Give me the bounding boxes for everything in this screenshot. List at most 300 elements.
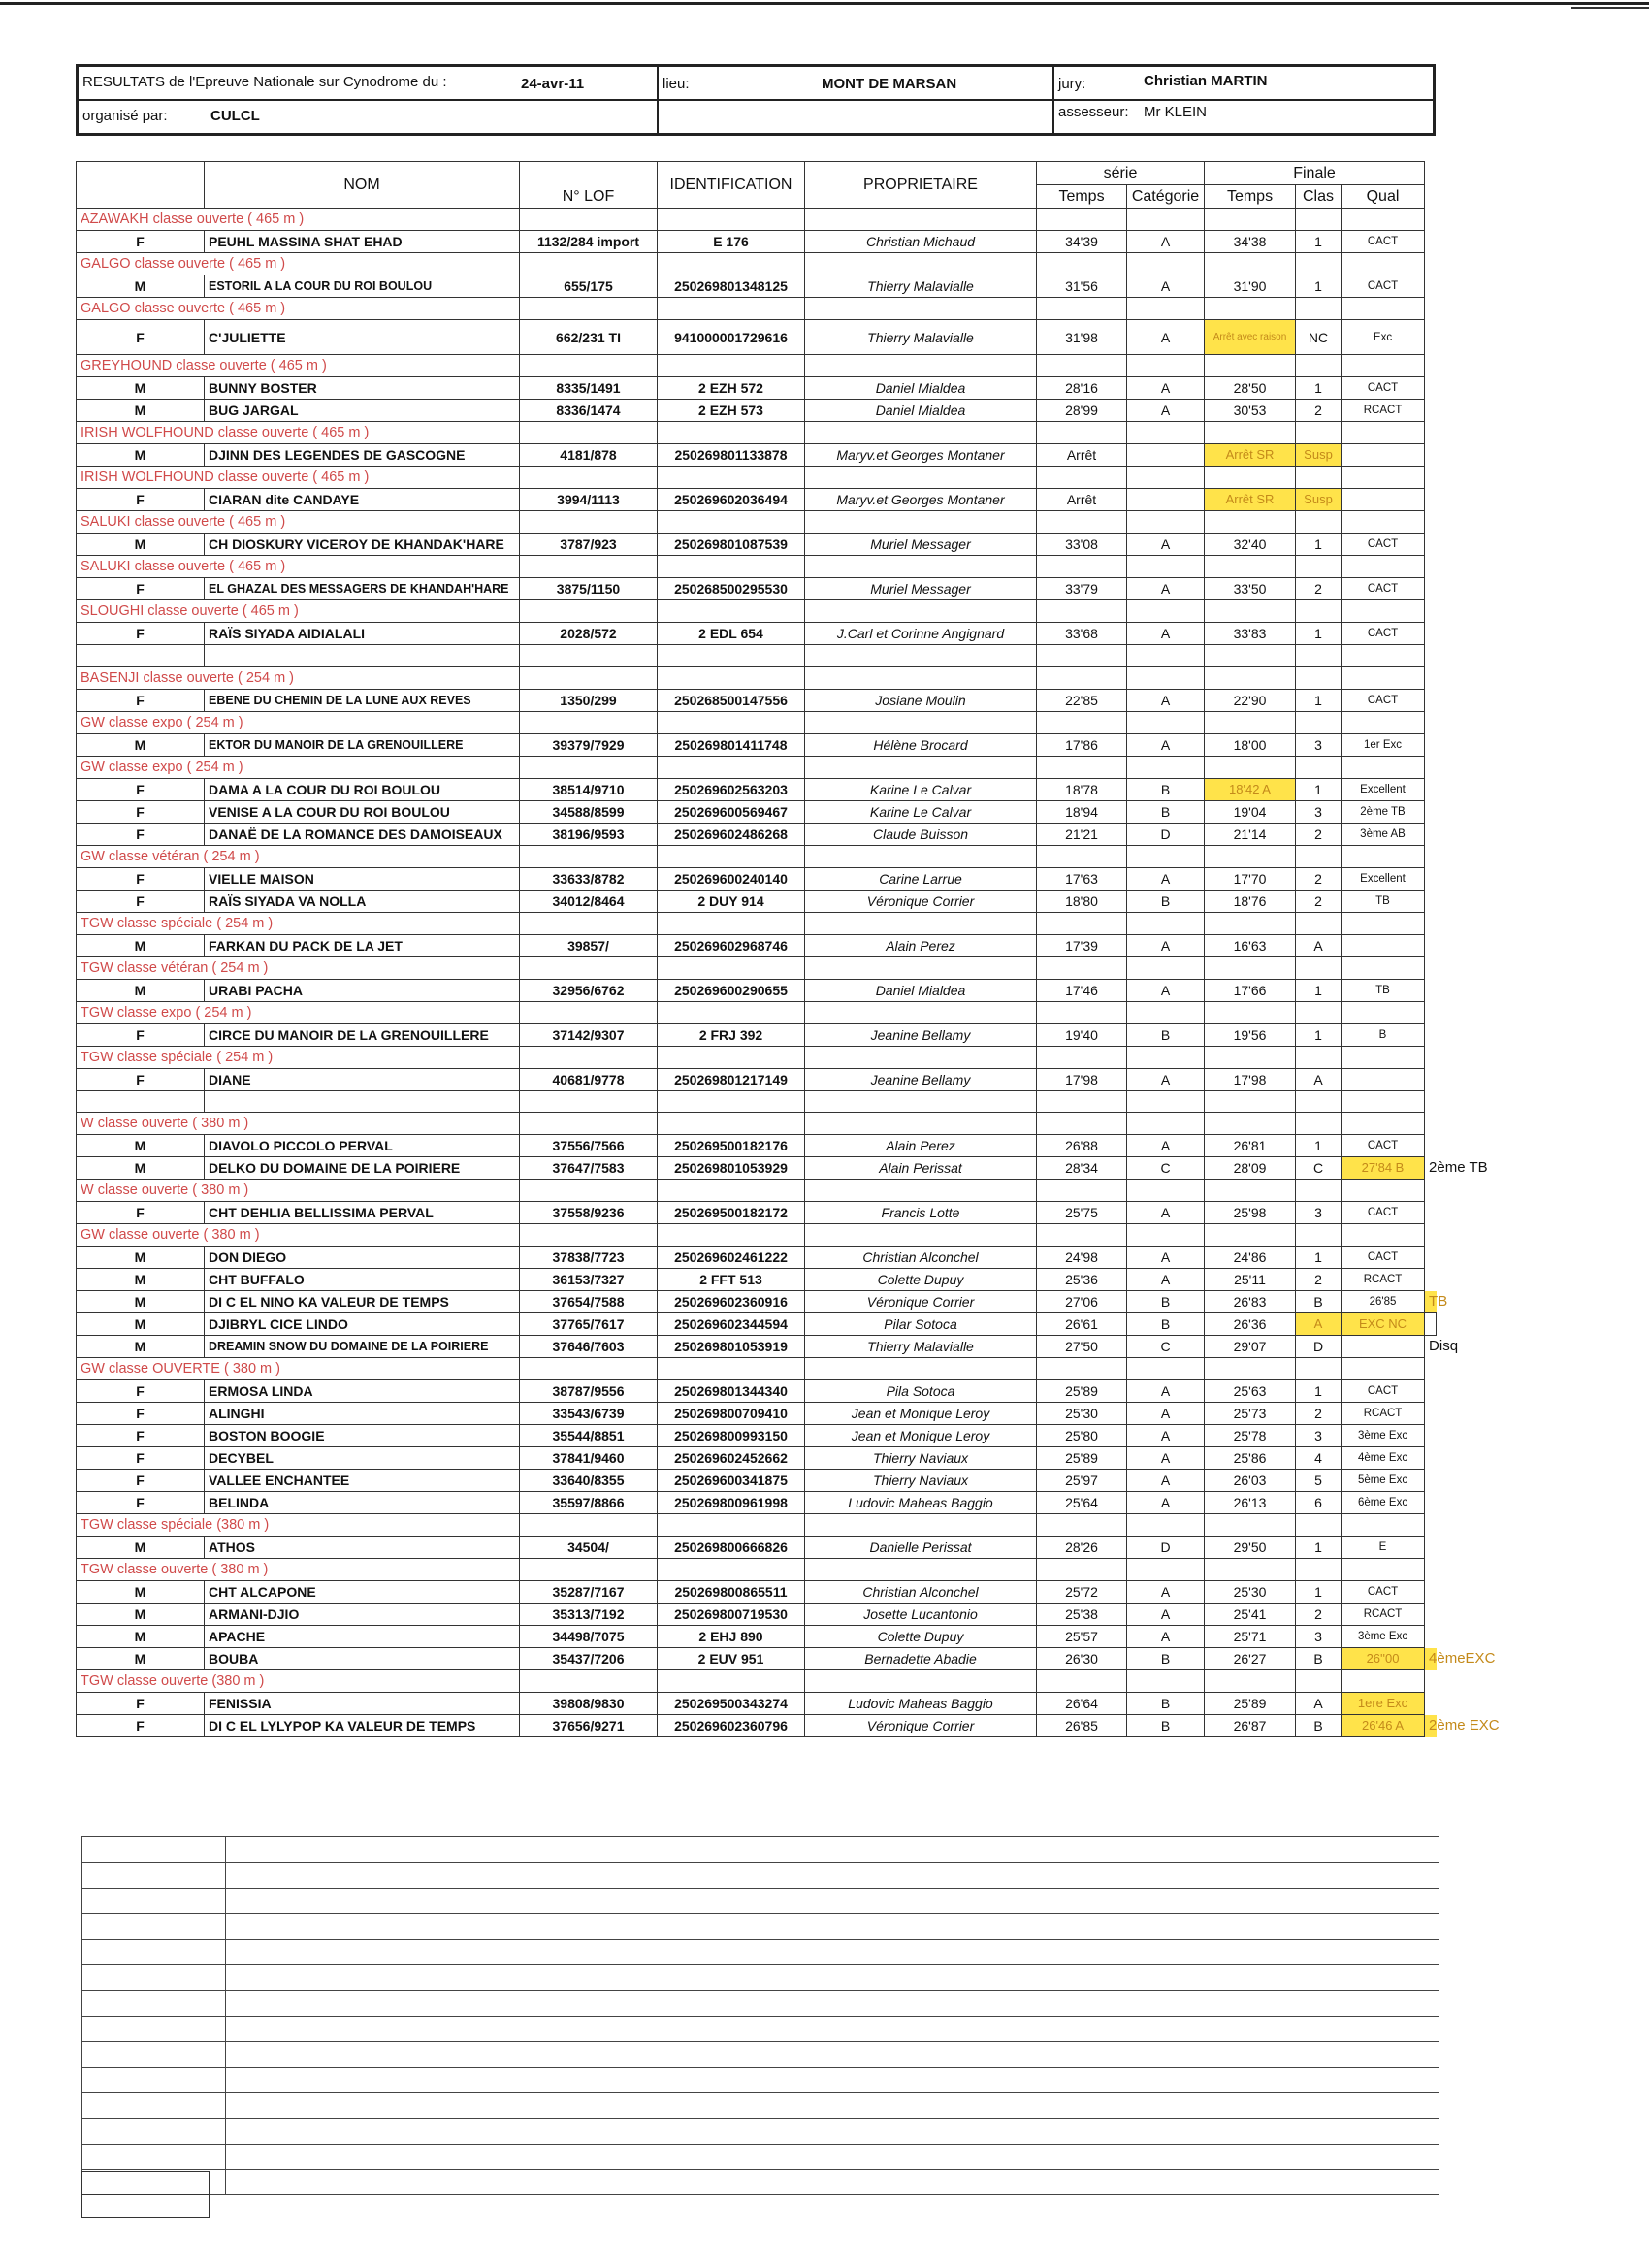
temps-serie-cell: 25'89: [1037, 1447, 1127, 1470]
proprietaire-cell: Daniel Mialdea: [805, 979, 1037, 1001]
identification-cell: 250269801133878: [658, 444, 805, 467]
temps-serie-cell: 25'30: [1037, 1403, 1127, 1425]
table-row: [77, 1023, 1437, 1046]
temps-finale-cell: 25'78: [1205, 1425, 1296, 1447]
empty-cell: [805, 355, 1037, 377]
empty-cell: [1127, 1046, 1205, 1068]
temps-serie-cell: 25'80: [1037, 1425, 1127, 1447]
temps-finale-cell: 22'90: [1205, 689, 1296, 711]
clas-cell: A: [1296, 1693, 1342, 1715]
sex-cell: F: [77, 800, 205, 823]
temps-serie-cell: 33'79: [1037, 578, 1127, 600]
nom-cell: C'JULIETTE: [205, 320, 520, 355]
empty-cell: [520, 1514, 658, 1537]
lof-cell: 33543/6739: [520, 1403, 658, 1425]
empty-cell: [82, 1964, 226, 1990]
categorie-cell: D: [1127, 1537, 1205, 1559]
temps-finale-cell: 25'98: [1205, 1202, 1296, 1224]
lof-cell: 39379/7929: [520, 733, 658, 756]
nom-cell: FARKAN DU PACK DE LA JET: [205, 934, 520, 956]
categorie-cell: A: [1127, 1492, 1205, 1514]
proprietaire-cell: J.Carl et Corinne Angignard: [805, 623, 1037, 645]
identification-cell: 250269800719530: [658, 1604, 805, 1626]
sex-cell: M: [77, 1157, 205, 1180]
temps-serie-cell: 28'34: [1037, 1157, 1127, 1180]
empty-cell: [226, 1914, 1439, 1939]
temps-finale-cell: 26'87: [1205, 1715, 1296, 1737]
identification-cell: 250269800709410: [658, 1403, 805, 1425]
categorie-cell: A: [1127, 400, 1205, 422]
extra-note-cell: [1425, 1626, 1437, 1648]
nom-cell: DI C EL NINO KA VALEUR DE TEMPS: [205, 1291, 520, 1313]
sex-cell: M: [77, 1313, 205, 1336]
nom-cell: EKTOR DU MANOIR DE LA GRENOUILLERE: [205, 733, 520, 756]
empty-cell: [226, 1888, 1439, 1913]
qual-cell: 27'84 B: [1342, 1157, 1425, 1180]
temps-finale-cell: 25'71: [1205, 1626, 1296, 1648]
empty-cell: [1127, 956, 1205, 979]
lof-cell: 39808/9830: [520, 1693, 658, 1715]
temps-finale-cell: 26'27: [1205, 1648, 1296, 1670]
proprietaire-cell: Muriel Messager: [805, 534, 1037, 556]
empty-cell: [1296, 600, 1342, 623]
empty-cell: [1342, 1224, 1425, 1247]
temps-serie-cell: Arrêt: [1037, 489, 1127, 511]
empty-cell: [658, 467, 805, 489]
empty-row: [82, 1888, 1439, 1913]
section-row: [77, 1358, 1437, 1380]
table-row: [77, 800, 1437, 823]
temps-finale-cell: Arrêt SR: [1205, 444, 1296, 467]
extra-note-cell: [1425, 1470, 1437, 1492]
empty-cell: [805, 422, 1037, 444]
empty-cell: [82, 2119, 226, 2144]
clas-cell: 1: [1296, 534, 1342, 556]
table-row: [77, 1403, 1437, 1425]
identification-cell: 2 EUV 951: [658, 1648, 805, 1670]
empty-cell: [1205, 600, 1296, 623]
temps-finale-cell: 25'73: [1205, 1403, 1296, 1425]
empty-cell: [805, 1001, 1037, 1023]
empty-cell: [82, 2016, 226, 2041]
categorie-cell: A: [1127, 1425, 1205, 1447]
table-row: [77, 1537, 1437, 1559]
qual-cell: [1342, 444, 1425, 467]
proprietaire-cell: Véronique Corrier: [805, 1715, 1037, 1737]
empty-cell: [205, 645, 520, 667]
categorie-cell: [1127, 489, 1205, 511]
margin-cell: [1425, 209, 1437, 231]
empty-cell: [82, 1939, 226, 1964]
temps-finale-cell: 17'66: [1205, 979, 1296, 1001]
temps-finale-cell: 32'40: [1205, 534, 1296, 556]
empty-row: [82, 2016, 1439, 2041]
categorie-cell: A: [1127, 979, 1205, 1001]
qual-cell: CACT: [1342, 578, 1425, 600]
identification-cell: 250269500182176: [658, 1135, 805, 1157]
table-row: [77, 778, 1437, 800]
categorie-cell: A: [1127, 623, 1205, 645]
sex-cell: F: [77, 1425, 205, 1447]
clas-cell: 1: [1296, 1023, 1342, 1046]
extra-note-cell: [1425, 1425, 1437, 1447]
proprietaire-cell: Francis Lotte: [805, 1202, 1037, 1224]
nom-cell: DJINN DES LEGENDES DE GASCOGNE: [205, 444, 520, 467]
extra-note-cell: [1425, 1313, 1437, 1336]
categorie-cell: A: [1127, 1626, 1205, 1648]
categorie-cell: B: [1127, 1693, 1205, 1715]
section-label: W classe ouverte ( 380 m ): [77, 1113, 520, 1135]
temps-serie-cell: 34'39: [1037, 231, 1127, 253]
lof-cell: 37558/9236: [520, 1202, 658, 1224]
categorie-cell: A: [1127, 377, 1205, 400]
margin-cell: [1425, 162, 1437, 185]
qual-cell: RCACT: [1342, 400, 1425, 422]
empty-cell: [226, 2092, 1439, 2118]
identification-cell: 250269602968746: [658, 934, 805, 956]
extra-note-cell: [1425, 444, 1437, 467]
nom-cell: CHT ALCAPONE: [205, 1581, 520, 1604]
nom-cell: BUG JARGAL: [205, 400, 520, 422]
margin-cell: [1425, 1559, 1437, 1581]
empty-cell: [520, 556, 658, 578]
clas-cell: 1: [1296, 1581, 1342, 1604]
margin-cell: [1425, 600, 1437, 623]
temps-serie-cell: 26'88: [1037, 1135, 1127, 1157]
empty-cell: [658, 1046, 805, 1068]
nom-cell: EL GHAZAL DES MESSAGERS DE KHANDAH'HARE: [205, 578, 520, 600]
categorie-cell: B: [1127, 1023, 1205, 1046]
empty-cell: [520, 1358, 658, 1380]
identification-cell: 250269801053919: [658, 1336, 805, 1358]
categorie-cell: A: [1127, 1135, 1205, 1157]
table-row: [77, 1715, 1437, 1737]
empty-cell: [658, 956, 805, 979]
empty-cell: [1296, 1001, 1342, 1023]
extra-note-cell: TB: [1425, 1291, 1437, 1313]
identification-cell: 250269801344340: [658, 1380, 805, 1403]
empty-cell: [1296, 756, 1342, 778]
empty-cell: [805, 956, 1037, 979]
empty-cell: [520, 645, 658, 667]
proprietaire-cell: Maryv.et Georges Montaner: [805, 489, 1037, 511]
table-row: [77, 231, 1437, 253]
col-proprietaire: PROPRIETAIRE: [805, 162, 1037, 209]
nom-cell: APACHE: [205, 1626, 520, 1648]
section-row: [77, 556, 1437, 578]
table-row: [77, 1425, 1437, 1447]
empty-cell: [520, 1224, 658, 1247]
assesseur-label: assesseur:: [1058, 104, 1129, 120]
empty-cell: [1205, 1559, 1296, 1581]
empty-cell: [1342, 1358, 1425, 1380]
empty-row: [82, 1939, 1439, 1964]
temps-finale-cell: 17'98: [1205, 1068, 1296, 1090]
empty-cell: [1037, 298, 1127, 320]
section-label: GW classe OUVERTE ( 380 m ): [77, 1358, 520, 1380]
empty-cell: [520, 253, 658, 275]
section-label: TGW classe spéciale ( 254 m ): [77, 912, 520, 934]
temps-finale-cell: 25'11: [1205, 1269, 1296, 1291]
temps-serie-cell: 22'85: [1037, 689, 1127, 711]
temps-serie-cell: 26'30: [1037, 1648, 1127, 1670]
margin-cell: [1425, 253, 1437, 275]
identification-cell: 2 EZH 572: [658, 377, 805, 400]
temps-finale-cell: 21'14: [1205, 823, 1296, 845]
empty-cell: [1037, 1514, 1127, 1537]
temps-finale-cell: 26'81: [1205, 1135, 1296, 1157]
empty-cell: [520, 756, 658, 778]
temps-serie-cell: Arrêt: [1037, 444, 1127, 467]
proprietaire-cell: Thierry Naviaux: [805, 1447, 1037, 1470]
categorie-cell: B: [1127, 890, 1205, 912]
identification-cell: 250269602344594: [658, 1313, 805, 1336]
table-row: [77, 890, 1437, 912]
empty-cell: [520, 666, 658, 689]
sex-cell: M: [77, 275, 205, 298]
temps-serie-cell: 26'64: [1037, 1693, 1127, 1715]
sex-cell: F: [77, 231, 205, 253]
empty-cell: [1037, 711, 1127, 733]
empty-cell: [1205, 1224, 1296, 1247]
temps-finale-cell: 28'50: [1205, 377, 1296, 400]
extra-note-cell: [1425, 934, 1437, 956]
empty-cell: [1342, 711, 1425, 733]
identification-cell: 250269602486268: [658, 823, 805, 845]
extra-note-cell: Disq: [1429, 1338, 1459, 1355]
empty-cell: [658, 1090, 805, 1113]
identification-cell: 2 EZH 573: [658, 400, 805, 422]
section-row: [77, 209, 1437, 231]
categorie-cell: D: [1127, 823, 1205, 845]
nom-cell: DI C EL LYLYPOP KA VALEUR DE TEMPS: [205, 1715, 520, 1737]
extra-note-cell: [1425, 534, 1437, 556]
empty-cell: [1037, 556, 1127, 578]
empty-cell: [1296, 666, 1342, 689]
extra-note-cell: [1425, 320, 1437, 355]
temps-serie-cell: 24'98: [1037, 1247, 1127, 1269]
categorie-cell: [1127, 444, 1205, 467]
empty-cell: [1037, 756, 1127, 778]
empty-cell: [1296, 1559, 1342, 1581]
clas-cell: 2: [1296, 890, 1342, 912]
temps-finale-cell: 17'70: [1205, 867, 1296, 890]
col-temps-serie: Temps: [1037, 185, 1127, 209]
empty-cell: [1037, 1358, 1127, 1380]
empty-cell: [1127, 1670, 1205, 1693]
empty-cell: [805, 912, 1037, 934]
empty-cell: [82, 1837, 226, 1863]
empty-cell: [82, 2144, 226, 2169]
qual-cell: CACT: [1342, 689, 1425, 711]
empty-cell: [805, 209, 1037, 231]
table-row: [77, 534, 1437, 556]
empty-cell: [1296, 1358, 1342, 1380]
identification-cell: 250269801053929: [658, 1157, 805, 1180]
sex-cell: F: [77, 1447, 205, 1470]
categorie-cell: A: [1127, 231, 1205, 253]
identification-cell: 250269600290655: [658, 979, 805, 1001]
table-row: [77, 400, 1437, 422]
extra-note-cell: [1425, 377, 1437, 400]
empty-cell: [1127, 422, 1205, 444]
identification-cell: 250269600341875: [658, 1470, 805, 1492]
section-row: [77, 1224, 1437, 1247]
temps-serie-cell: 18'80: [1037, 890, 1127, 912]
categorie-cell: A: [1127, 1247, 1205, 1269]
empty-cell: [1296, 1180, 1342, 1202]
empty-cell: [805, 467, 1037, 489]
empty-cell: [1342, 422, 1425, 444]
lof-cell: 37838/7723: [520, 1247, 658, 1269]
extra-note-cell: [1425, 1135, 1437, 1157]
empty-cell: [1037, 956, 1127, 979]
empty-cell: [658, 556, 805, 578]
empty-cell: [1127, 253, 1205, 275]
table-row: [77, 1313, 1437, 1336]
lof-cell: 1132/284 import: [520, 231, 658, 253]
empty-cell: [1342, 756, 1425, 778]
sex-cell: F: [77, 1202, 205, 1224]
empty-cell: [1205, 209, 1296, 231]
empty-cell: [1296, 845, 1342, 867]
clas-cell: 1: [1296, 1135, 1342, 1157]
empty-cell: [205, 1090, 520, 1113]
section-label: SALUKI classe ouverte ( 465 m ): [77, 511, 520, 534]
empty-cell: [1127, 845, 1205, 867]
table-row: [77, 823, 1437, 845]
temps-serie-cell: 19'40: [1037, 1023, 1127, 1046]
identification-cell: 250269602452662: [658, 1447, 805, 1470]
empty-cell: [1037, 1001, 1127, 1023]
col-categorie: Catégorie: [1127, 185, 1205, 209]
table-row: [77, 979, 1437, 1001]
clas-cell: 1: [1296, 231, 1342, 253]
sex-cell: M: [77, 534, 205, 556]
clas-cell: C: [1296, 1157, 1342, 1180]
section-row: [77, 298, 1437, 320]
sex-cell: F: [77, 1715, 205, 1737]
extra-note-cell: 4èmeEXC: [1425, 1648, 1437, 1670]
qual-cell: 1ere Exc: [1342, 1693, 1425, 1715]
temps-serie-cell: 25'64: [1037, 1492, 1127, 1514]
temps-finale-cell: 19'56: [1205, 1023, 1296, 1046]
extra-note-cell: [1425, 1202, 1437, 1224]
lof-cell: 33633/8782: [520, 867, 658, 890]
identification-cell: 941000001729616: [658, 320, 805, 355]
temps-serie-cell: 25'89: [1037, 1380, 1127, 1403]
empty-cell: [1037, 645, 1127, 667]
proprietaire-cell: Véronique Corrier: [805, 890, 1037, 912]
empty-cell: [1037, 209, 1127, 231]
temps-finale-cell: 26'13: [1205, 1492, 1296, 1514]
temps-serie-cell: 26'61: [1037, 1313, 1127, 1336]
qual-cell: CACT: [1342, 534, 1425, 556]
categorie-cell: C: [1127, 1336, 1205, 1358]
clas-cell: 2: [1296, 1269, 1342, 1291]
qual-cell: 26''00: [1342, 1648, 1425, 1670]
nom-cell: FENISSIA: [205, 1693, 520, 1715]
proprietaire-cell: Karine Le Calvar: [805, 778, 1037, 800]
section-row: [77, 845, 1437, 867]
lof-cell: 35544/8851: [520, 1425, 658, 1447]
sex-cell: F: [77, 489, 205, 511]
empty-cell: [520, 355, 658, 377]
proprietaire-cell: Christian Michaud: [805, 231, 1037, 253]
empty-cell: [1342, 1090, 1425, 1113]
jury-value: Christian MARTIN: [1144, 73, 1268, 89]
table-row: [77, 733, 1437, 756]
extra-note-cell: [1425, 979, 1437, 1001]
temps-finale-cell: 33'50: [1205, 578, 1296, 600]
empty-cell: [520, 912, 658, 934]
proprietaire-cell: Jean et Monique Leroy: [805, 1425, 1037, 1447]
temps-finale-cell: 34'38: [1205, 231, 1296, 253]
temps-finale-cell: 25'30: [1205, 1581, 1296, 1604]
clas-cell: B: [1296, 1291, 1342, 1313]
table-header-row: [77, 162, 1437, 185]
sex-cell: M: [77, 1537, 205, 1559]
section-label: BASENJI classe ouverte ( 254 m ): [77, 666, 520, 689]
sex-cell: M: [77, 444, 205, 467]
empty-cell: [805, 1514, 1037, 1537]
clas-cell: NC: [1296, 320, 1342, 355]
qual-cell: TB: [1342, 979, 1425, 1001]
temps-serie-cell: 25'97: [1037, 1470, 1127, 1492]
section-row: [77, 1180, 1437, 1202]
qual-cell: [1342, 489, 1425, 511]
identification-cell: 250269500182172: [658, 1202, 805, 1224]
empty-cell: [1342, 1670, 1425, 1693]
empty-cell: [1127, 355, 1205, 377]
temps-serie-cell: 25'36: [1037, 1269, 1127, 1291]
lof-cell: 3875/1150: [520, 578, 658, 600]
empty-cell: [805, 298, 1037, 320]
empty-cell: [1342, 253, 1425, 275]
table-row: [77, 1202, 1437, 1224]
qual-cell: CACT: [1342, 1581, 1425, 1604]
section-row: [77, 1113, 1437, 1135]
empty-cell: [1296, 1670, 1342, 1693]
temps-serie-cell: 33'68: [1037, 623, 1127, 645]
nom-cell: ATHOS: [205, 1537, 520, 1559]
qual-cell: CACT: [1342, 231, 1425, 253]
nom-cell: BOSTON BOOGIE: [205, 1425, 520, 1447]
empty-cell: [520, 1559, 658, 1581]
qual-cell: TB: [1342, 890, 1425, 912]
qual-cell: 26'46 A: [1342, 1715, 1425, 1737]
lof-cell: 662/231 TI: [520, 320, 658, 355]
empty-cell: [658, 756, 805, 778]
nom-cell: URABI PACHA: [205, 979, 520, 1001]
temps-serie-cell: 27'06: [1037, 1291, 1127, 1313]
col-identification: IDENTIFICATION: [658, 162, 805, 209]
section-row: [77, 422, 1437, 444]
temps-finale-cell: 25'63: [1205, 1380, 1296, 1403]
categorie-cell: B: [1127, 1715, 1205, 1737]
section-label: GALGO classe ouverte ( 465 m ): [77, 253, 520, 275]
section-label: TGW classe ouverte ( 380 m ): [77, 1559, 520, 1581]
scan-top-edge-mark: [1571, 7, 1649, 9]
clas-cell: B: [1296, 1648, 1342, 1670]
margin-cell: [1425, 511, 1437, 534]
clas-cell: 2: [1296, 400, 1342, 422]
clas-cell: 2: [1296, 823, 1342, 845]
empty-row: [82, 1863, 1439, 1888]
proprietaire-cell: Alain Perez: [805, 1135, 1037, 1157]
empty-cell: [658, 1514, 805, 1537]
empty-cell: [658, 298, 805, 320]
